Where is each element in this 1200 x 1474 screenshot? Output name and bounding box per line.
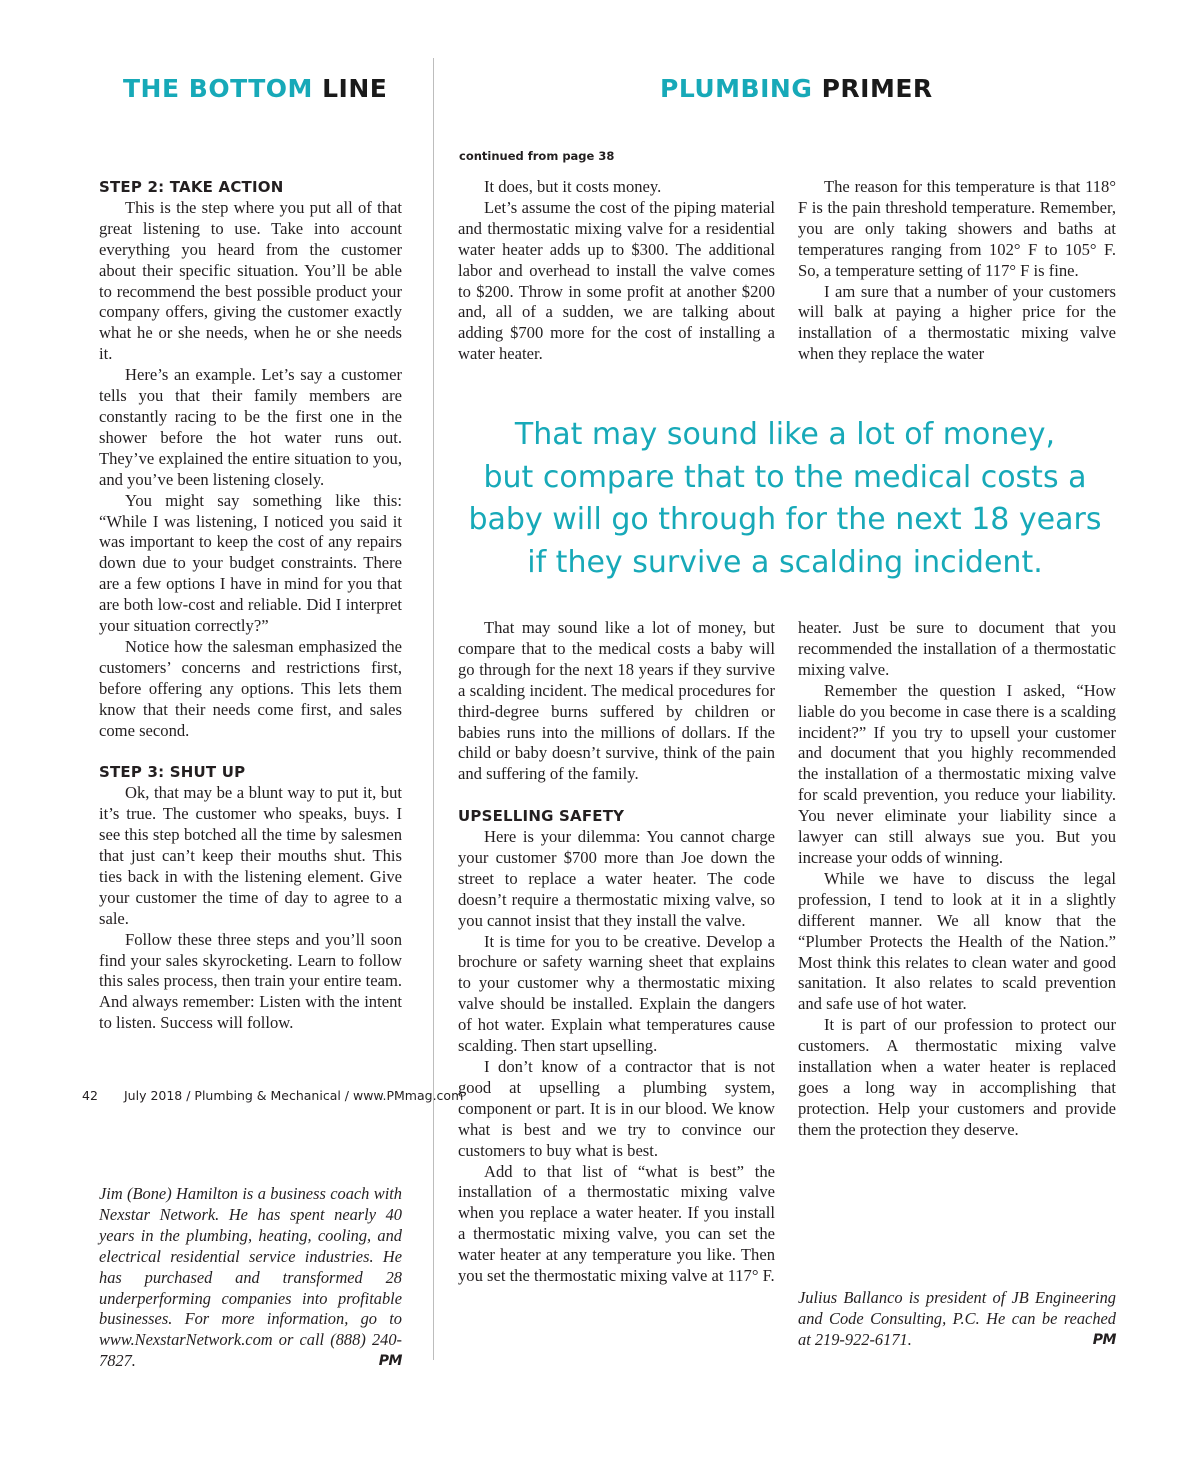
paragraph: Remember the question I asked, “How liable do you become in case there is a scalding incident?” If you try to upsell your customer and document that you highly recommended the installation of a thermostatic mixing valve for scald prevention, you reduce your liability. You never eliminate your liability since a lawyer can still always sue you. But you increase your odds of winning. xyxy=(798,680,1116,867)
paragraph: That may sound like a lot of money, but compare that to the medical costs a baby will go through for the next 18 years if they survive a scalding incident. The medical procedures for third-degree burns suffered by children or babies runs into the millions of dollars. If the child or baby doesn’t survive, think of the pain and suffering of the family. xyxy=(458,618,775,784)
paragraph: This is the step where you put all of that great listening to use. Take into account everything you heard from the customer about their specific situation. You’ll be able to recommend the best possible product your company offers, giving the customer exactly what he or she needs, when he or she needs it. xyxy=(99,197,402,364)
pm-logo: PM xyxy=(378,1353,402,1370)
author-bio-2 xyxy=(798,1288,1116,1351)
pm-logo: PM xyxy=(1092,1331,1116,1348)
footer-info: July 2018 / Plumbing & Mechanical / www.PMmag.com xyxy=(124,1088,464,1103)
paragraph: Follow these three steps and you’ll soon find your sales skyrocketing. Learn to follow this sales process, then train your entire team. And always remember: Listen with the intent to listen. Success will follow. xyxy=(99,929,402,1033)
step2-heading: STEP 2: TAKE ACTION xyxy=(99,178,284,196)
author-bio-text: Jim (Bone) Hamilton is a business coach with Nexstar Network. He has spent nearly 40 years in the plumbing, heating, cooling, and electrical residential service industries. He has purchased and transformed 28 underperforming companies into profitable businesses. For more information, go to www.NexstarNetwork.com or call (888) 240-7827. xyxy=(99,1184,402,1371)
paragraph: heater. Just be sure to document that you recommended the installation of a thermostatic mixing valve. xyxy=(798,618,1116,679)
paragraph: Notice how the salesman emphasized the customers’ concerns and restrictions first, before offering any options. This lets them know that their needs come first, and sales come second. xyxy=(99,636,402,740)
pull-quote-line: baby will go through for the next 18 years xyxy=(468,502,1102,537)
paragraph: I don’t know of a contractor that is not good at upselling a plumbing system, component or part. It is in our blood. We know what is best and we try to convince our customers to buy what is best. xyxy=(458,1057,775,1160)
upselling-heading: UPSELLING SAFETY xyxy=(458,807,625,826)
paragraph: Here’s an example. Let’s say a customer tells you that their family members are constantly racing to be the first one in the shower before the hot water runs out. They’ve explained the entire situation to you, and you’ve been listening closely. xyxy=(99,365,402,489)
column-divider xyxy=(433,58,434,1360)
section-title-rest: PRIMER xyxy=(821,74,933,103)
section-title-left xyxy=(123,74,387,103)
paragraph: It does, but it costs money. xyxy=(484,177,662,196)
pull-quote xyxy=(455,414,1115,584)
paragraph: While we have to discuss the legal profession, I tend to look at it in a slightly different manner. We all know that the “Plumber Protects the Health of the Nation.” Most think this relates to clean water and good sanitation. It also relates to scald prevention and safe use of hot water. xyxy=(798,868,1116,1014)
author-bio-text: Julius Ballanco is president of JB Engineering and Code Consulting, P.C. He can be reached at 219-922-6171. xyxy=(798,1288,1116,1349)
continued-note: continued from page 38 xyxy=(459,149,615,163)
article-column-2-bottom xyxy=(458,618,775,1287)
pull-quote-line: but compare that to the medical costs a xyxy=(483,459,1087,495)
paragraph: You might say something like this: “While I was listening, I noticed you said it was important to keep the cost of any repairs down due to your budget constraints. There are a few options I have in mind for you that are both low-cost and reliable. Did I interpret your situation correctly?” xyxy=(99,490,402,636)
article-column-2-top xyxy=(458,177,775,365)
paragraph: Here is your dilemma: You cannot charge your customer $700 more than Joe down the street to replace a water heater. The code doesn’t require a thermostatic mixing valve, so you cannot insist that they install the valve. xyxy=(458,827,775,930)
section-title-accent: PLUMBING xyxy=(660,74,813,103)
paragraph: Let’s assume the cost of the piping material and thermostatic mixing valve for a residential water heater adds up to $300. The additional labor and overhead to install the valve comes to $200. Throw in some profit at another $200 and, all of a sudden, we are talking about adding $700 more for the cost of installing a water heater. xyxy=(458,197,775,364)
paragraph: Add to that list of “what is best” the installation of a thermostatic mixing valve when you replace a water heater. If you install a thermostatic mixing valve, you can set the water heater at any temperature you like. Then you set the thermostatic mixing valve at 117° F. xyxy=(458,1161,775,1286)
paragraph: It is time for you to be creative. Develop a brochure or safety warning sheet that explains to your customer why a thermostatic mixing valve should be installed. Explain the dangers of hot water. Explain what temperatures cause scalding. Then start upselling. xyxy=(458,931,775,1056)
page-number: 42 xyxy=(82,1088,98,1103)
section-title-accent: THE BOTTOM xyxy=(123,74,313,103)
section-title-right xyxy=(660,74,933,103)
pull-quote-line: if they survive a scalding incident. xyxy=(527,544,1043,580)
paragraph: It is part of our profession to protect our customers. A thermostatic mixing valve installation when a water heater is replaced goes a long way in accomplishing that protection. Help your customers and provide them the protection they deserve. xyxy=(798,1015,1116,1139)
article-column-3-bottom xyxy=(798,618,1116,1141)
pull-quote-line: That may sound like a lot of money, xyxy=(514,417,1056,452)
author-bio-1 xyxy=(99,1184,402,1372)
article-column-3-top xyxy=(798,177,1116,365)
paragraph: Ok, that may be a blunt way to put it, but it’s true. The customer who speaks, buys. I see this step botched all the time by salesmen that just can’t keep their mouths shut. This ties back in with the listening element. Give your customer the time of day to agree to a sale. xyxy=(99,783,402,928)
paragraph: I am sure that a number of your customers will balk at paying a higher price for the installation of a thermostatic mixing valve when they replace the water xyxy=(798,281,1116,364)
paragraph: The reason for this temperature is that 118° F is the pain threshold temperature. Remember, you are only taking showers and baths at temperatures ranging from 102° F to 105° F. So, a temperature setting of 117° F is fine. xyxy=(798,177,1116,280)
step3-heading: STEP 3: SHUT UP xyxy=(99,763,246,782)
article-column-1 xyxy=(99,177,402,1034)
section-title-rest: LINE xyxy=(322,74,388,103)
